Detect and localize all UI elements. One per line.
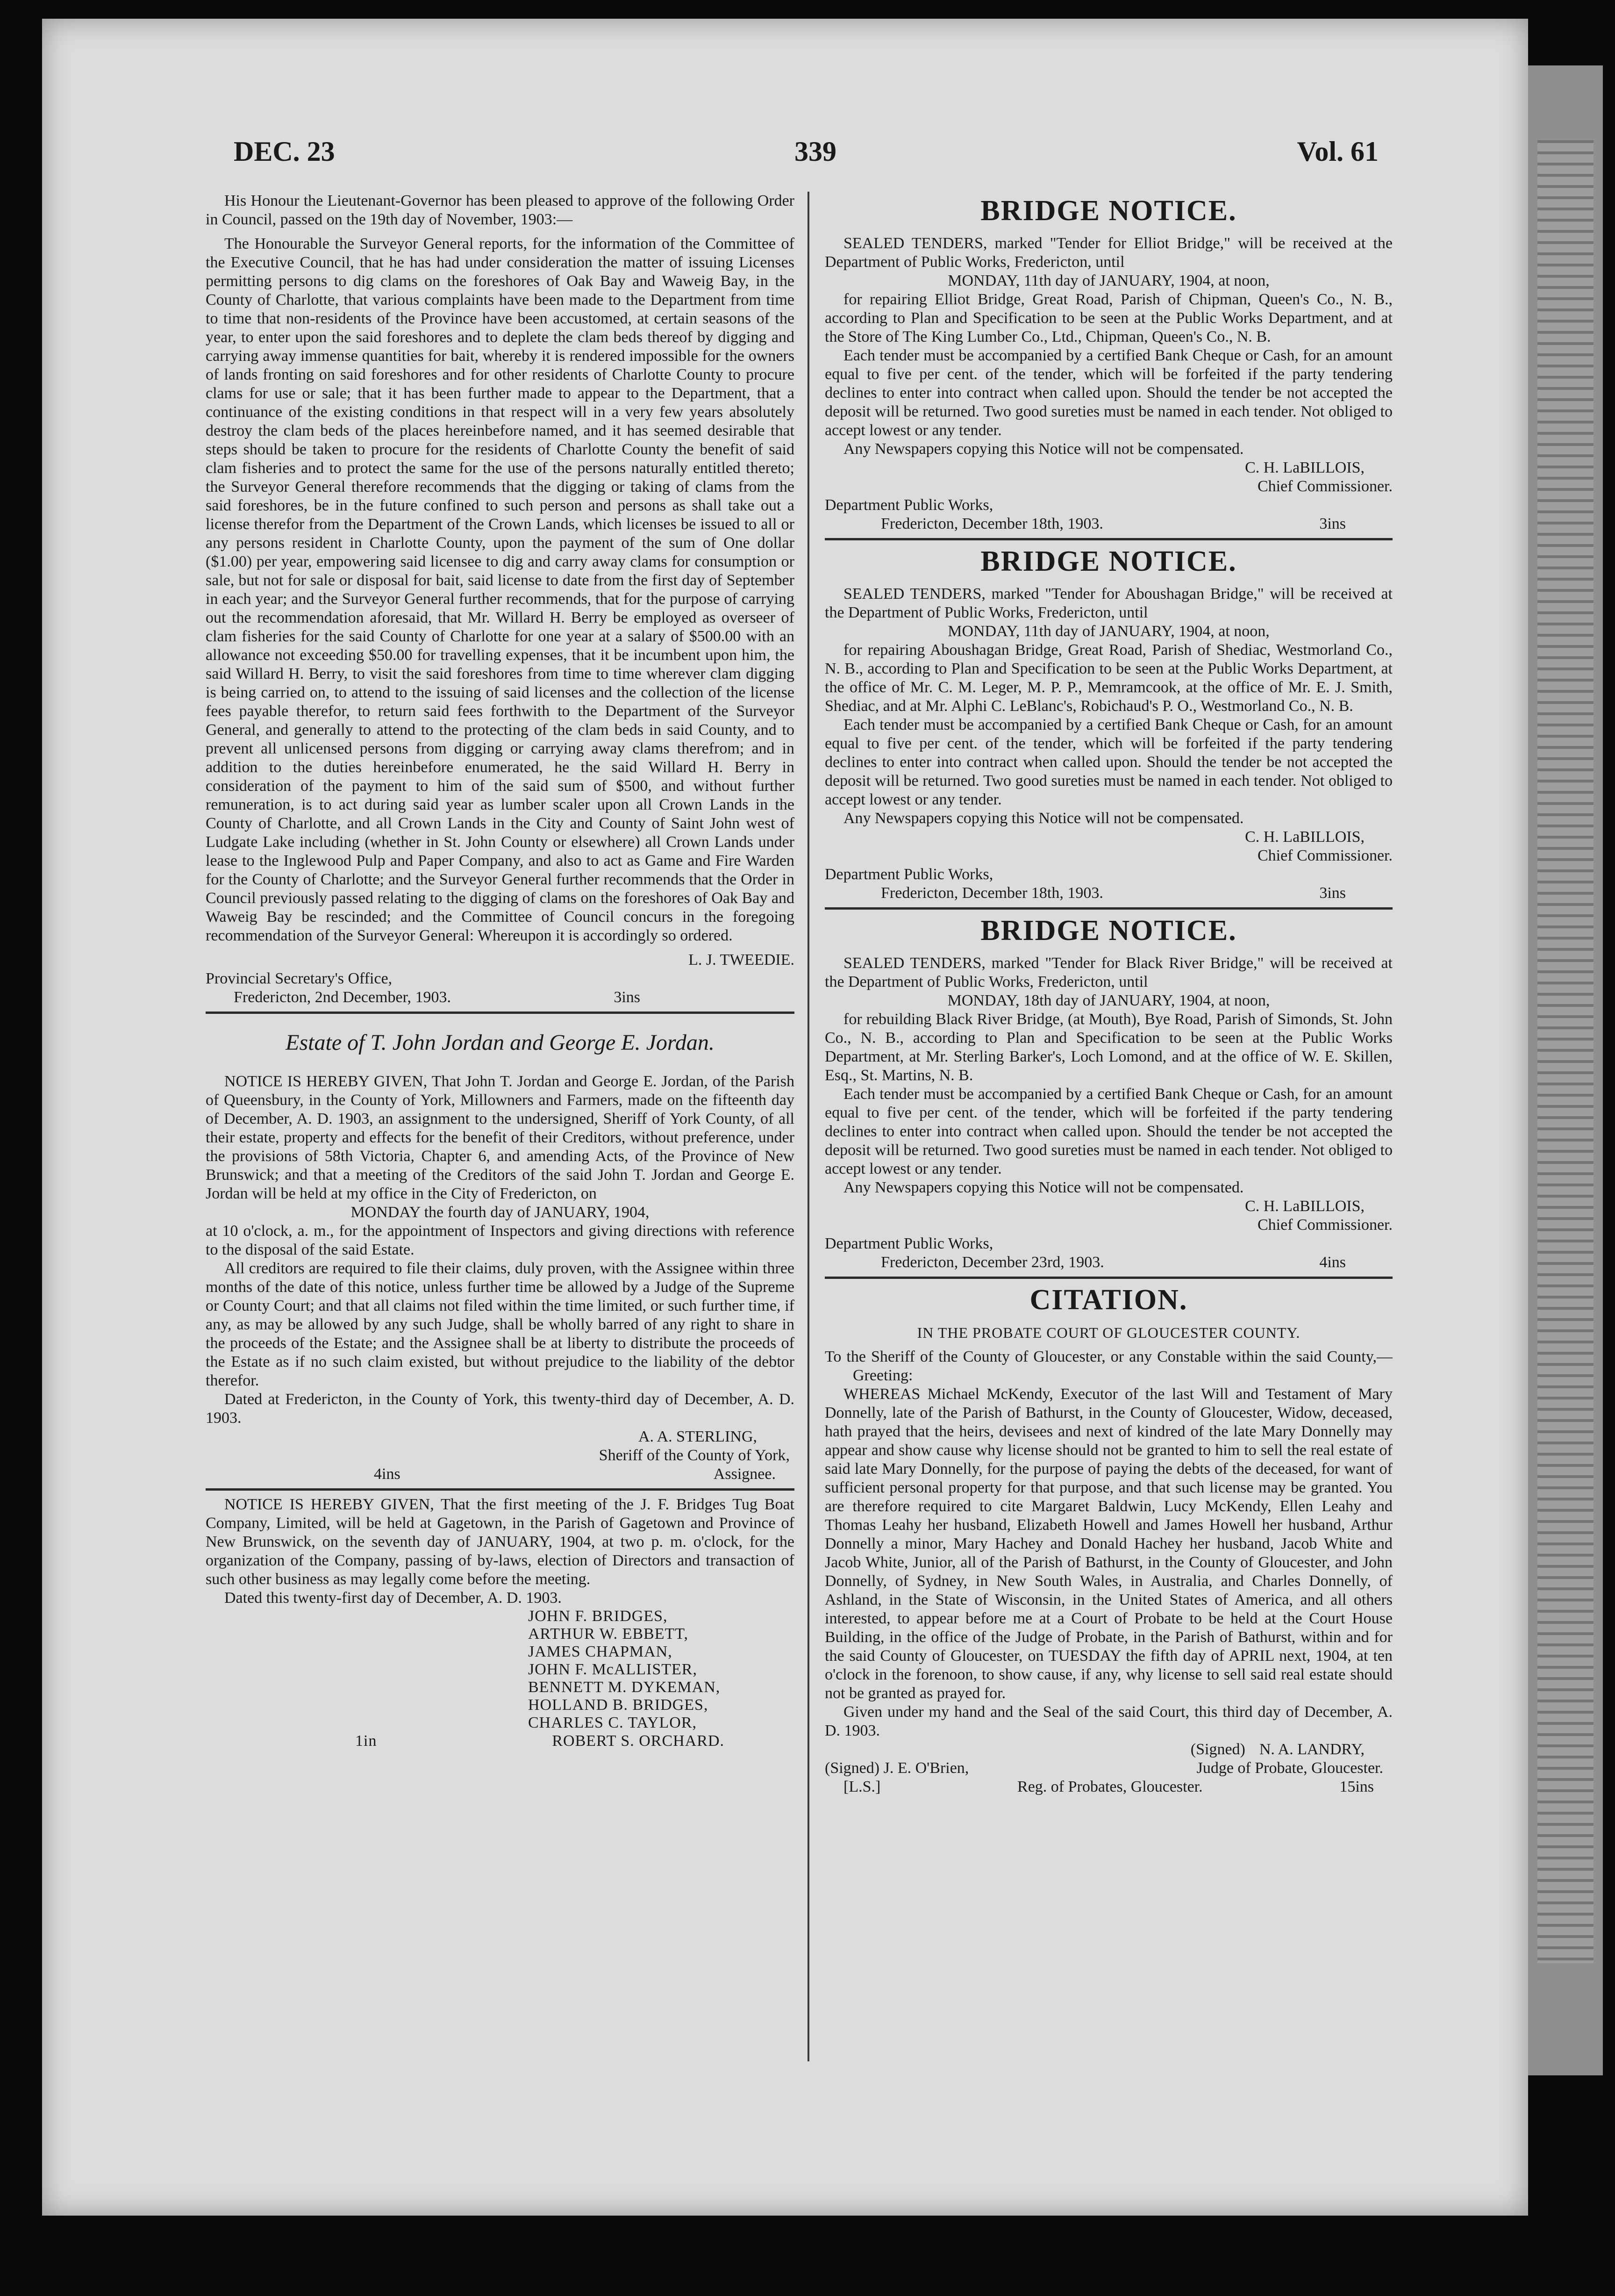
- header-page-number: 339: [794, 136, 836, 167]
- citation-judge-line: [825, 1740, 1393, 1759]
- citation-title: CITATION.: [1029, 1284, 1188, 1316]
- bridge-notice-1-signer: C. H. LaBILLOIS,: [1245, 459, 1365, 476]
- bridge-notice-1-p3: Each tender must be accompanied by a certified Bank Cheque or Cash, for an amount equal to five per cent. of the tender, which will be forfeited if the party tendering declines to enter into contract when called upon. Should the tender be not accepted the deposit will be returned. Two good sureties must be named in each tender. Not obliged to accept lowest or any tender.: [825, 347, 1393, 439]
- estate-paragraph-2: at 10 o'clock, a. m., for the appointment of Inspectors and giving directions with reference to the disposal of the said Estate.: [206, 1222, 794, 1258]
- citation-ls-line: [825, 1778, 1393, 1796]
- citation-judge-title: Judge of Probate, Gloucester.: [1196, 1759, 1383, 1777]
- estate-signoff: [206, 1465, 794, 1484]
- left-column: [206, 192, 794, 2108]
- order-ins: 3ins: [614, 989, 640, 1006]
- bridge-notice-3-dateline: [825, 1253, 1393, 1272]
- order-dateline: [206, 988, 794, 1007]
- bridge-notice-2-date-signed: Fredericton, December 18th, 1903.: [881, 884, 1103, 902]
- tug-signer: JOHN F. BRIDGES,: [528, 1607, 668, 1625]
- bridge-notice-3-p3: Each tender must be accompanied by a certified Bank Cheque or Cash, for an amount equal to five per cent. of the tender, which will be forfeited if the party tendering declines to enter into contract when called upon. Should the tender be not accepted the deposit will be returned. Two good sureties must be named in each tender. Not obliged to accept lowest or any tender.: [825, 1085, 1393, 1177]
- order-intro: His Honour the Lieutenant-Governor has been pleased to approve of the following Order in Council, passed on the 19th day of November, 1903:—: [206, 192, 794, 228]
- estate-paragraph-4: Dated at Fredericton, in the County of York, this twenty-third day of December, A. D. 1903.: [206, 1391, 794, 1427]
- citation-reg-line: [825, 1759, 1393, 1778]
- citation-judge: N. A. LANDRY,: [1259, 1741, 1365, 1758]
- bridge-notice-2-p1: SEALED TENDERS, marked "Tender for Aboushagan Bridge," will be received at the Department of Public Works, Fredericton, until: [825, 585, 1393, 621]
- order-office: Provincial Secretary's Office,: [206, 970, 393, 987]
- section-rule: [825, 1277, 1393, 1279]
- order-date: Fredericton, 2nd December, 1903.: [234, 989, 451, 1006]
- citation-ls: [L.S.]: [843, 1778, 881, 1795]
- tug-signer: CHARLES C. TAYLOR,: [528, 1714, 697, 1731]
- citation-body: WHEREAS Michael McKendy, Executor of the last Will and Testament of Mary Donnelly, late of the Parish of Bathurst, in the County of Gloucester, Widow, deceased, hath prayed that the heirs, devisees and next of kindred of the late Mary Donnelly may appear and show cause why license should not be granted to him to sell the real estate of said late Mary Donnelly, for the purpose of paying the debts of the deceased, for want of sufficient personal property for that purpose, and that such license may be granted. You are therefore required to cite Margaret Baldwin, Lucy McKendy, Ellen Leahy and Thomas Leahy her husband, Elizabeth Howell and James Howell her husband, Arthur Donnelly a minor, Mary Hachey and Donald Hachey her husband, Jacob White and Jacob White, Junior, all of the Parish of Bathurst, in the County of Gloucester, and John Donnelly, of Sydney, in New South Wales, in Australia, and Charles Donnelly, of Ashland, in the State of Wisconsin, in the United States of America, and all others interested, to appear before me at a Court of Probate to be held at the Court House Building, in the office of the Judge of Probate, in the Parish of Bathurst, within and for the said County of Gloucester, on TUESDAY the fifth day of APRIL next, 1904, at ten o'clock in the forenoon, to show cause, if any, why license to sell said real estate should not be granted as prayed for.: [825, 1385, 1393, 1702]
- bridge-notice-2-date: MONDAY, 11th day of JANUARY, 1904, at noon,: [948, 623, 1270, 640]
- right-column: [825, 192, 1393, 2108]
- bridge-notice-3-p1: SEALED TENDERS, marked "Tender for Black River Bridge," will be received at the Department of Public Works, Fredericton, until: [825, 954, 1393, 990]
- citation-ins: 15ins: [1339, 1778, 1374, 1795]
- bridge-notice-1-ins: 3ins: [1319, 515, 1346, 532]
- estate-ins: 4ins: [374, 1465, 400, 1483]
- tug-signer: JOHN F. McALLISTER,: [528, 1661, 697, 1678]
- header-volume: Vol. 61: [1297, 136, 1379, 167]
- bridge-notice-1-p4: Any Newspapers copying this Notice will not be compensated.: [843, 440, 1244, 458]
- bridge-notice-1-p1: SEALED TENDERS, marked "Tender for Elliot Bridge," will be received at the Department of Public Works, Fredericton, until: [825, 235, 1393, 271]
- bridge-notice-3-p2: for rebuilding Black River Bridge, (at Mouth), Bye Road, Parish of Simonds, St. John Co., N. B., according to Plan and Specification to be seen at the Public Works Department, at Mr. Sterling Barker's, Loch Lomond, and at the office of W. E. Skillen, Esq., St. Martins, N. B.: [825, 1011, 1393, 1084]
- tug-signer: JAMES CHAPMAN,: [528, 1643, 672, 1660]
- adjacent-page-edge: [1528, 65, 1603, 2075]
- tug-last-line: [206, 1732, 794, 1751]
- section-rule: [825, 907, 1393, 910]
- tug-signer: ROBERT S. ORCHARD.: [552, 1732, 724, 1750]
- bridge-notice-2-signer-title: Chief Commissioner.: [1258, 847, 1393, 864]
- bridge-notice-2-dateline: [825, 884, 1393, 903]
- bridge-notice-3-date-signed: Fredericton, December 23rd, 1903.: [881, 1254, 1104, 1271]
- bridge-notice-2-p2: for repairing Aboushagan Bridge, Great Road, Parish of Shediac, Westmorland Co., N. B., according to Plan and Specification to be seen at the Public Works Department, at the office of Mr. C. M. Leger, M. P. P., Memramcook, at the office of Mr. E. J. Smith, Shediac, and at Mr. Alphi C. LeBlanc's, Robichaud's P. O., Westmorland Co., N. B.: [825, 641, 1393, 715]
- bridge-notice-1-dept: Department Public Works,: [825, 496, 993, 514]
- header-date: DEC. 23: [234, 136, 335, 167]
- estate-signer: A. A. STERLING,: [638, 1428, 757, 1445]
- citation-court: IN THE PROBATE COURT OF GLOUCESTER COUNTY.: [917, 1324, 1301, 1341]
- citation-reg: J. E. O'Brien,: [883, 1759, 969, 1777]
- citation-given: Given under my hand and the Seal of the said Court, this third day of December, A. D. 1903.: [825, 1703, 1393, 1739]
- tug-ins: 1in: [355, 1732, 377, 1750]
- tug-paragraph-1: NOTICE IS HEREBY GIVEN, That the first meeting of the J. F. Bridges Tug Boat Company, Limited, will be held at Gagetown, in the Parish of Gagetown and Province of New Brunswick, on the seventh day of JANUARY, 1904, at two p. m. o'clock, for the organization of the Company, passing of by-laws, election of Directors and transaction of such other business as may legally come before the meeting.: [206, 1496, 794, 1588]
- tug-signers: [206, 1607, 794, 1751]
- bridge-notice-1-date-signed: Fredericton, December 18th, 1903.: [881, 515, 1103, 532]
- citation-reg-title: Reg. of Probates, Gloucester.: [1017, 1778, 1203, 1795]
- bridge-notice-2-dept: Department Public Works,: [825, 866, 993, 883]
- bridge-notice-3-p4: Any Newspapers copying this Notice will not be compensated.: [843, 1179, 1244, 1196]
- bridge-notice-3-ins: 4ins: [1319, 1254, 1346, 1271]
- bridge-notice-3-dept: Department Public Works,: [825, 1235, 993, 1252]
- bridge-notice-2-signer: C. H. LaBILLOIS,: [1245, 828, 1365, 846]
- citation-reg-block: [825, 1759, 969, 1778]
- bridge-notice-3-signer-title: Chief Commissioner.: [1258, 1216, 1393, 1234]
- bridge-notice-3-date: MONDAY, 18th day of JANUARY, 1904, at noon,: [947, 992, 1270, 1009]
- page-header: [234, 136, 1379, 192]
- bridge-notice-3-title: BRIDGE NOTICE.: [980, 915, 1237, 947]
- tug-signer: HOLLAND B. BRIDGES,: [528, 1696, 708, 1714]
- section-rule: [825, 538, 1393, 540]
- adjacent-page-text-texture: [1537, 140, 1594, 1963]
- order-body: The Honourable the Surveyor General reports, for the information of the Committee of the Executive Council, that he has had under consideration the matter of issuing Licenses permitting persons to dig clams on the foreshores of Oak Bay and Waweig Bay, in the County of Charlotte, that various complaints have been made to the Department from time to time that non-residents of the Province have been accustomed, at certain seasons of the year, to enter upon the said foreshores and to deplete the clam beds thereof by digging and carrying away immense quantities for bait, whereby it is rendered impossible for the owners of lands fronting on said foreshores and for other residents of Charlotte County to procure clams for use or sale; that it has been further made to appear to the Department, that a continuance of the existing conditions in that respect will in a very few years absolutely destroy the clam beds of the places hereinbefore named, and it has seemed desirable that steps should be taken to procure for the residents of Charlotte County the benefit of said clam fisheries and to protect the same for the use of the persons naturally entitled thereto; the Surveyor General therefore recommends that the digging or taking of clams from the said foreshores, be in the future confined to such person and persons as shall take out a license therefor from the Department of the Crown Lands, which licenses be issued to all or any persons resident in Charlotte County, upon the payment of the sum of One dollar ($1.00) per year, empowering said licensee to dig and carry away clams for consumption or sale, but not for sale or disposal for bait, said license to date from the first day of September in each year; and the Surveyor General further recommends, that for the purpose of carrying out the recommendation aforesaid, that Mr. Willard H. Berry be employed as overseer of clam fisheries for the said County of Charlotte for one year at a salary of $500.00 with an allowance not exceeding $50.00 for travelling expenses, that it be incumbent upon him, the said Willard H. Berry, to visit the said foreshores from time to time wherever clam digging is being carried on, to attend to the issuing of said licenses and the collection of the license fees payable therefor, to return said fees forthwith to the Department of the Surveyor General, and generally to attend to the protecting of the clam beds in said County, and to prevent all unlicensed persons from digging or carrying away clams therefrom; and in addition to the duties hereinbefore enumerated, he the said Willard H. Berry in consideration of the payment to him of the said sum of $500, and without further remuneration, is to act during said year as lumber scaler upon all Crown Lands in the County of Charlotte, and all Crown Lands in the City and County of Saint John west of Ludgate Lake including (whether in St. John County or elsewhere) all Crown Lands under lease to the Inglewood Pulp and Paper Company, and also to act as Game and Fire Warden for the County of Charlotte; and the Surveyor General further recommends that the Order in Council previously passed relating to the digging of clams on the foreshores of Oak Bay and Waweig Bay be rescinded; and the Committee of Council concurs in the foregoing recommendation of the Surveyor General: Whereupon it is accordingly so ordered.: [206, 235, 794, 944]
- tug-paragraph-2: Dated this twenty-first day of December, A. D. 1903.: [224, 1589, 562, 1607]
- section-rule: [206, 1012, 794, 1014]
- estate-meeting-date: MONDAY the fourth day of JANUARY, 1904,: [350, 1204, 650, 1221]
- bridge-notice-2-p4: Any Newspapers copying this Notice will not be compensated.: [843, 810, 1244, 827]
- tug-signer: ARTHUR W. EBBETT,: [528, 1625, 689, 1643]
- tug-signer: BENNETT M. DYKEMAN,: [528, 1679, 721, 1696]
- section-rule: [206, 1488, 794, 1491]
- bridge-notice-2-p3: Each tender must be accompanied by a certified Bank Cheque or Cash, for an amount equal to five per cent. of the tender, which will be forfeited if the party tendering declines to enter into contract when called upon. Should the tender be not accepted the deposit will be returned. Two good sureties must be named in each tender. Not obliged to accept lowest or any tender.: [825, 716, 1393, 808]
- citation-reg-signed: (Signed): [825, 1759, 880, 1777]
- estate-signer-title: Sheriff of the County of York,: [599, 1447, 790, 1464]
- estate-title: Estate of T. John Jordan and George E. Jordan.: [286, 1030, 715, 1055]
- bridge-notice-1-dateline: [825, 515, 1393, 533]
- estate-paragraph-1: NOTICE IS HEREBY GIVEN, That John T. Jordan and George E. Jordan, of the Parish of Queensbury, in the County of York, Millowners and Farmers, made on the fifteenth day of December, A. D. 1903, an assignment to the undersigned, Sheriff of York County, of all their estate, property and effects for the benefit of their Creditors, without preference, under the provisions of 58th Victoria, Chapter 6, and amending Acts, of the Province of New Brunswick; and that a meeting of the Creditors of the said John T. Jordan and George E. Jordan will be held at my office in the City of Fredericton, on: [206, 1073, 794, 1202]
- bridge-notice-1-p2: for repairing Elliot Bridge, Great Road, Parish of Chipman, Queen's Co., N. B., according to Plan and Specification to be seen at the Public Works Department, and at the Store of The King Lumber Co., Ltd., Chipman, Queen's Co., N. B.: [825, 291, 1393, 345]
- estate-paragraph-3: All creditors are required to file their claims, duly proven, with the Assignee within three months of the date of this notice, unless further time be allowed by a Judge of the Supreme or County Court; and that all claims not filed within the time limited, or such further time, if any, as may be allowed by any such Judge, shall be wholly barred of any right to share in the proceeds of the Estate; and the Assignee shall be at liberty to distribute the proceeds of the Estate as if no such claim existed, but without prejudice to the liability of the debtor therefor.: [206, 1260, 794, 1389]
- estate-role: Assignee.: [713, 1465, 776, 1483]
- citation-judge-signed: (Signed): [1190, 1741, 1245, 1758]
- bridge-notice-2-ins: 3ins: [1319, 884, 1346, 902]
- order-signer: L. J. TWEEDIE.: [688, 951, 794, 969]
- column-divider: [808, 192, 809, 2061]
- bridge-notice-1-title: BRIDGE NOTICE.: [980, 195, 1237, 227]
- bridge-notice-1-signer-title: Chief Commissioner.: [1258, 478, 1393, 495]
- bridge-notice-2-title: BRIDGE NOTICE.: [980, 545, 1237, 577]
- bridge-notice-3-signer: C. H. LaBILLOIS,: [1245, 1198, 1365, 1215]
- bridge-notice-1-date: MONDAY, 11th day of JANUARY, 1904, at noon,: [948, 272, 1270, 289]
- citation-to: To the Sheriff of the County of Gloucester, or any Constable within the said County,—Greeting:: [825, 1348, 1393, 1384]
